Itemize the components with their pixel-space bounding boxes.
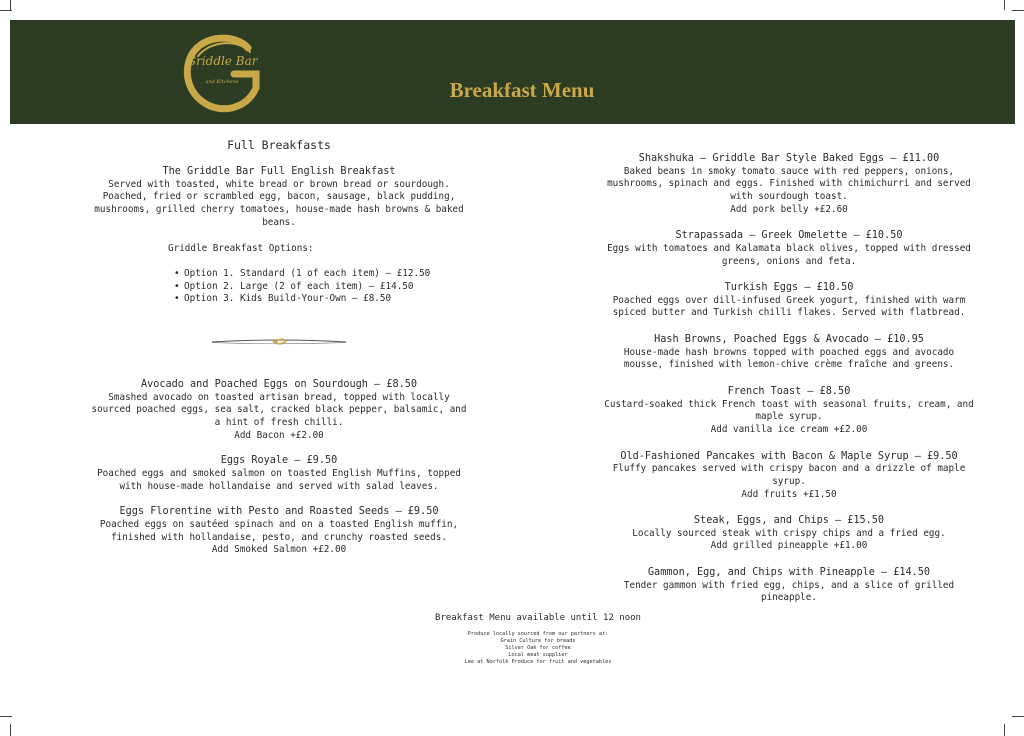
- item-description: Locally sourced steak with crispy chips and a fried egg.: [632, 527, 946, 539]
- option-item: • Option 2. Large (2 of each item) – £14.50: [174, 281, 468, 294]
- right-column: [604, 152, 974, 618]
- menu-item: [90, 505, 468, 557]
- item-extra: Add Smoked Salmon +£2.00: [211, 544, 347, 556]
- sourcing-line: Local meat supplier: [508, 652, 568, 658]
- item-description: Eggs with tomatoes and Kalamata black olives, topped with dressed greens, onions and feta.: [607, 242, 971, 267]
- full-english-description: Served with toasted, white bread or brown bread or sourdough. Poached, fried or scrambled egg, bacon, sausage, black pudding, mushrooms, grilled cherry tomatoes, house-made hash browns & baked beans.: [94, 178, 464, 228]
- item-description: Baked beans in smoky tomato sauce with red peppers, onions, mushrooms, spinach and eggs. Finished with chimichurri and served with sourdough toast.: [607, 165, 971, 202]
- item-description: Poached eggs over dill-infused Greek yogurt, finished with warm spiced butter and Turkish chilli flakes. Served with flatbread.: [612, 294, 966, 319]
- item-description: Poached eggs on sautéed spinach and on a toasted English muffin, finished with hollandaise, pesto, and crunchy roasted seeds.: [99, 518, 459, 543]
- crop-mark: [10, 0, 11, 10]
- item-description: Smashed avocado on toasted artisan bread, topped with locally sourced poached eggs, sea salt, cracked black pepper, balsamic, and a hint of fresh chilli.: [91, 391, 467, 429]
- menu-item: [604, 450, 974, 502]
- item-name: Eggs Royale – £9.50: [220, 455, 338, 467]
- item-description: Poached eggs and smoked salmon on toasted English Muffins, topped with house-made hollandaise and served with salad leaves.: [97, 467, 461, 492]
- menu-item: [604, 385, 974, 437]
- menu-item: [604, 333, 974, 372]
- menu-item: [604, 514, 974, 553]
- item-description: House-made hash browns topped with poached eggs and avocado mousse, finished with lemon-chive crème fraîche and greens.: [623, 346, 955, 371]
- header-banner: [10, 20, 1015, 124]
- logo-subtitle: and Kitchens: [205, 79, 239, 85]
- sourcing-line: Silver Oak for coffee: [505, 645, 571, 651]
- ornamental-divider: [210, 336, 348, 348]
- item-name: Gammon, Egg, and Chips with Pineapple – £14.50: [647, 567, 931, 579]
- crop-mark: [0, 716, 12, 717]
- item-name: French Toast – £8.50: [727, 386, 851, 398]
- item-name: Avocado and Poached Eggs on Sourdough – £8.50: [140, 379, 417, 391]
- item-name: Shakshuka – Griddle Bar Style Baked Eggs – £11.00: [638, 153, 940, 164]
- menu-item: [604, 281, 974, 320]
- item-name: Steak, Eggs, and Chips – £15.50: [693, 515, 885, 527]
- left-column: [90, 138, 468, 569]
- menu-item: [90, 454, 468, 493]
- item-extra: Add grilled pineapple +£1.00: [710, 540, 868, 552]
- crop-mark: [0, 10, 12, 11]
- full-english-name: The Griddle Bar Full English Breakfast: [162, 166, 396, 177]
- item-name: Eggs Florentine with Pesto and Roasted Seeds – £9.50: [119, 506, 439, 518]
- item-name: Strapassada – Greek Omelette – £10.50: [675, 230, 903, 242]
- sourcing-line: Grain Culture for breads: [500, 638, 576, 644]
- page-title: Breakfast Menu: [449, 78, 595, 102]
- crop-mark: [1004, 724, 1005, 736]
- menu-item: [90, 378, 468, 442]
- option-item: • Option 3. Kids Build-Your-Own – £8.50: [174, 293, 468, 306]
- item-description: Custard-soaked thick French toast with seasonal fruits, cream, and maple syrup.: [604, 398, 974, 423]
- logo-name: Griddle Bar: [186, 54, 258, 68]
- crop-mark: [1012, 10, 1024, 11]
- item-extra: Add pork belly +£2.60: [730, 203, 848, 215]
- menu-item: [604, 566, 974, 605]
- option-item: • Option 1. Standard (1 of each item) – £12.50: [174, 268, 468, 281]
- item-extra: Add vanilla ice cream +£2.00: [710, 423, 868, 435]
- menu-item: [604, 229, 974, 268]
- griddle-bar-logo: [178, 30, 266, 114]
- options-list: [174, 268, 468, 306]
- footer: [330, 612, 746, 666]
- item-description: Fluffy pancakes served with crispy bacon and a drizzle of maple syrup.: [612, 463, 966, 487]
- sourcing-line: Lee at Norfolk Produce for fruit and vegetables: [464, 659, 612, 665]
- crop-mark: [10, 724, 11, 736]
- logo-g-brush-icon: [178, 30, 266, 114]
- crop-mark: [1012, 716, 1024, 717]
- item-name: Old-Fashioned Pancakes with Bacon & Maple Syrup – £9.50: [620, 450, 958, 462]
- menu-item: [604, 152, 974, 216]
- section-heading: Full Breakfasts: [227, 138, 331, 152]
- item-description: Tender gammon with fried egg, chips, and a slice of grilled pineapple.: [623, 579, 955, 604]
- item-name: Hash Browns, Poached Eggs & Avocado – £10.95: [654, 334, 924, 346]
- item-extra: Add Bacon +£2.00: [234, 429, 324, 441]
- item-name: Turkish Eggs – £10.50: [724, 282, 854, 294]
- availability-note: Breakfast Menu available until 12 noon: [435, 613, 641, 623]
- item-extra: Add fruits +£1.50: [741, 488, 837, 500]
- crop-mark: [1004, 0, 1005, 10]
- options-label: Griddle Breakfast Options:: [168, 243, 314, 255]
- sourcing-line: Produce locally sourced from our partners at:: [467, 631, 609, 637]
